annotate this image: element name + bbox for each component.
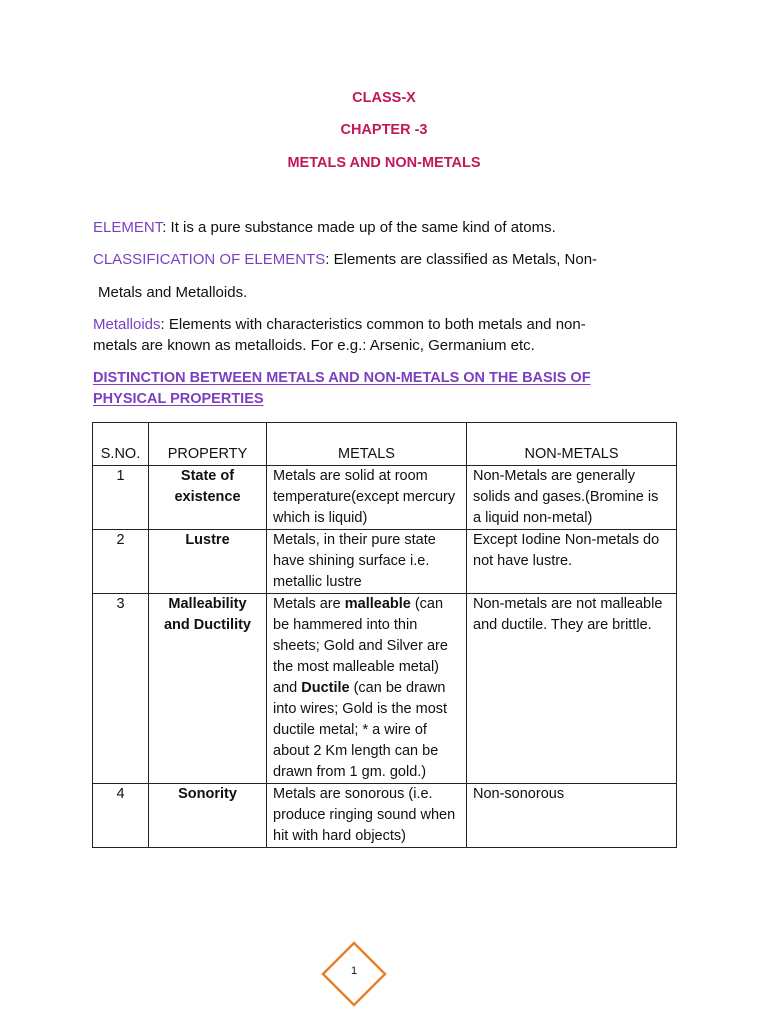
table-row — [93, 594, 677, 784]
metals-text: Metals, in their pure state have shining surface i.e. metallic lustre — [273, 532, 436, 590]
row-property: Lustre — [149, 530, 267, 594]
section-heading-line1: DISTINCTION BETWEEN METALS AND NON-METALS ON THE BASIS OF — [93, 370, 591, 386]
metals-keyword: malleable — [344, 596, 411, 612]
row-sno: 2 — [93, 530, 149, 594]
table-body — [93, 466, 677, 848]
element-term: ELEMENT — [93, 219, 163, 236]
metalloids-text: : Elements with characteristics common to both metals and non- — [160, 316, 586, 333]
metals-keyword: Ductile — [301, 680, 350, 696]
metalloids-definition — [93, 314, 683, 335]
metals-text: (can be hammered into thin sheets; Gold and Silver are the most malleable metal) and — [273, 596, 448, 696]
table-header-row — [93, 423, 677, 466]
element-text: : It is a pure substance made up of the same kind of atoms. — [162, 219, 556, 236]
classification-continuation: Metals and Metalloids. — [98, 284, 248, 301]
row-metals — [267, 530, 467, 594]
section-heading-line2: PHYSICAL PROPERTIES — [93, 391, 264, 407]
row-nonmetals: Except Iodine Non-metals do not have lustre. — [467, 530, 677, 594]
row-sno: 4 — [93, 784, 149, 848]
row-metals — [267, 784, 467, 848]
page-number-badge — [321, 941, 387, 1007]
table-row — [93, 466, 677, 530]
metalloids-term: Metalloids — [93, 316, 161, 333]
classification-text: : Elements are classified as Metals, Non- — [325, 251, 598, 268]
section-heading — [93, 368, 683, 410]
classification-definition — [93, 249, 683, 270]
element-definition — [93, 217, 683, 238]
table-row — [93, 784, 677, 848]
row-sno: 1 — [93, 466, 149, 530]
row-property: State of existence — [149, 466, 267, 530]
row-metals — [267, 466, 467, 530]
table-row — [93, 530, 677, 594]
properties-table — [92, 422, 677, 848]
row-nonmetals: Non-Metals are generally solids and gases.(Bromine is a liquid non-metal) — [467, 466, 677, 530]
row-property: Sonority — [149, 784, 267, 848]
chapter-heading: CHAPTER -3 — [340, 122, 428, 138]
metals-text: Metals are solid at room temperature(except mercury which is liquid) — [273, 468, 456, 526]
metals-text: (can be drawn into wires; Gold is the most ductile metal; * a wire of about 2 Km length can be drawn from 1 gm. gold.) — [273, 680, 448, 780]
classification-term: CLASSIFICATION OF ELEMENTS — [93, 251, 326, 268]
header-sno: S.NO. — [93, 423, 149, 466]
row-nonmetals: Non-sonorous — [467, 784, 677, 848]
row-sno: 3 — [93, 594, 149, 784]
metalloids-continuation: metals are known as metalloids. For e.g.: Arsenic, Germanium etc. — [93, 337, 535, 354]
header-nonmetals: NON-METALS — [467, 423, 677, 466]
header-property: PROPERTY — [149, 423, 267, 466]
header-metals: METALS — [267, 423, 467, 466]
row-metals — [267, 594, 467, 784]
row-nonmetals: Non-metals are not malleable and ductile. They are brittle. — [467, 594, 677, 784]
metals-text: Metals are — [273, 596, 345, 612]
row-property: Malleability and Ductility — [149, 594, 267, 784]
metals-text: Metals are sonorous (i.e. produce ringing sound when hit with hard objects) — [273, 786, 456, 844]
class-heading: CLASS-X — [352, 90, 416, 106]
page-number: 1 — [350, 965, 358, 977]
page-title: METALS AND NON-METALS — [287, 155, 481, 171]
